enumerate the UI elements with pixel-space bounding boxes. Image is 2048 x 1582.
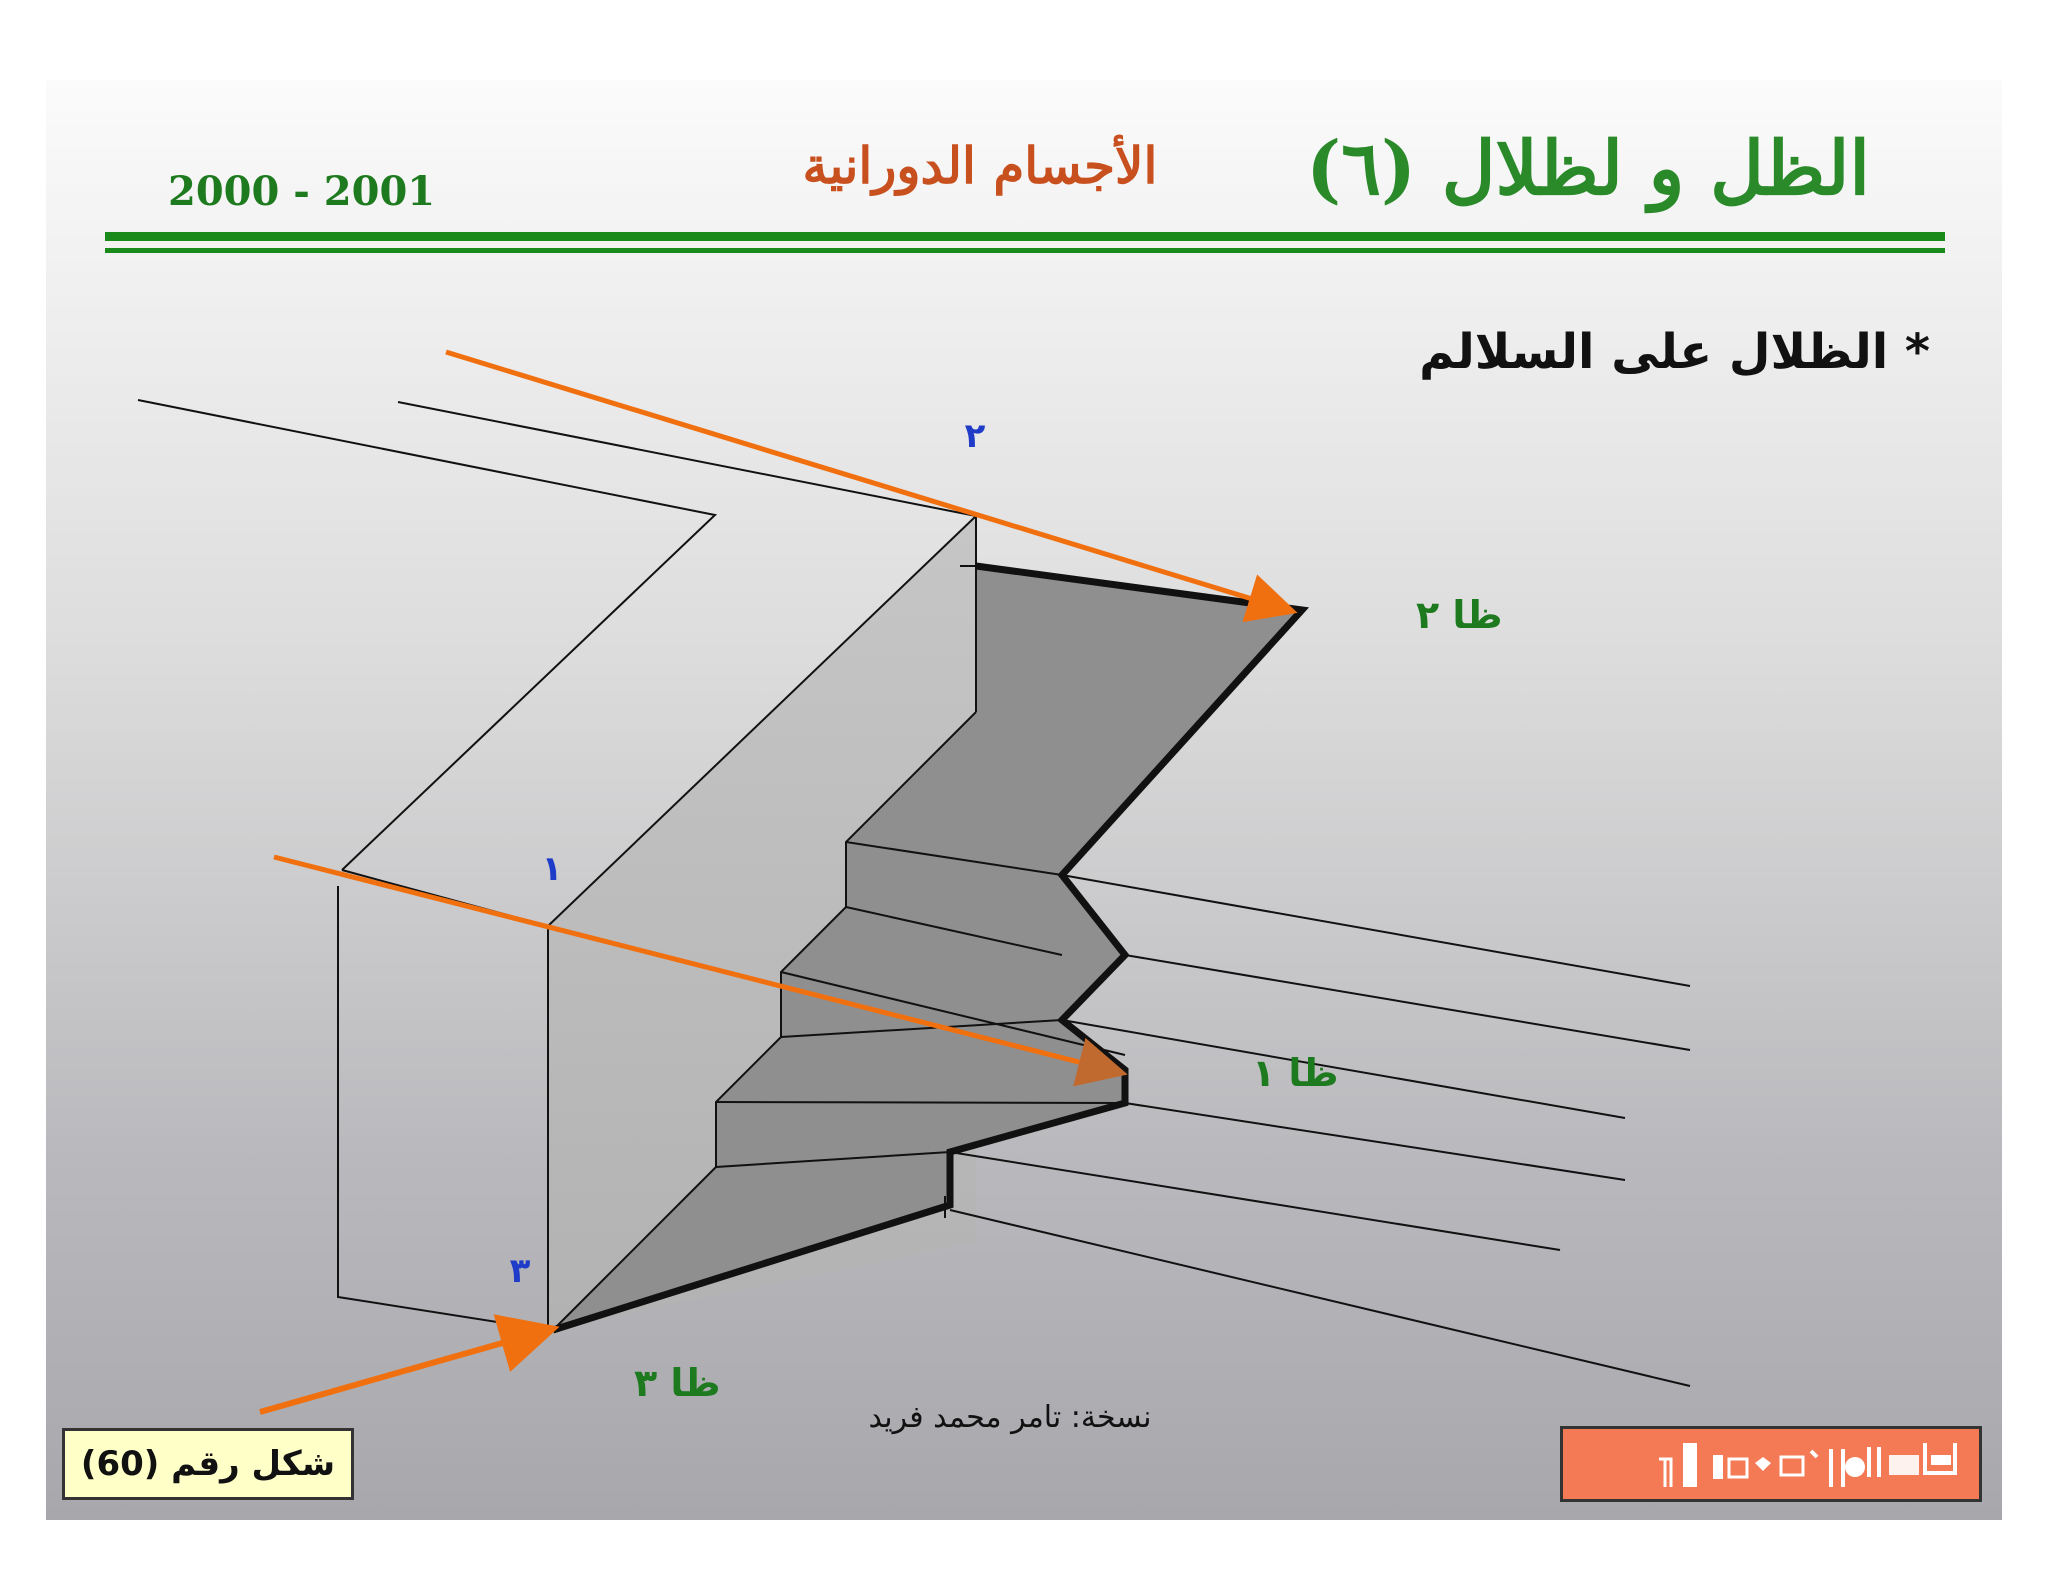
receding-step-lines bbox=[1062, 875, 1690, 1180]
point-label-2: ٢ bbox=[964, 416, 986, 456]
calligraphy-logo-icon bbox=[1563, 1429, 1979, 1499]
section-heading: * الظلال على السلالم bbox=[1419, 324, 1930, 380]
figure-number-box bbox=[62, 1428, 354, 1500]
shadow-label-1: ظا ١ bbox=[1252, 1051, 1339, 1095]
point-label-1: ١ bbox=[541, 849, 563, 889]
upper-edge-mid bbox=[398, 402, 976, 516]
point-label-3: ٣ bbox=[509, 1251, 531, 1291]
credit-text: نسخة: تامر محمد فريد bbox=[868, 1400, 1152, 1435]
lower-back-edge bbox=[950, 1210, 1690, 1386]
lower-back-edge-2 bbox=[950, 1152, 1560, 1250]
shadow-label-2: ظا ٢ bbox=[1416, 593, 1503, 637]
year-range: 2000 - 2001 bbox=[168, 168, 436, 215]
shadow-label-3: ظا ٣ bbox=[634, 1361, 721, 1405]
light-ray-2 bbox=[446, 352, 1288, 610]
page-title: الظل و لظلال (٦) bbox=[1306, 126, 1870, 212]
logo-box bbox=[1560, 1426, 1982, 1502]
figure-number-label: شكل رقم (60) bbox=[80, 1444, 336, 1484]
page-subtitle: الأجسام الدورانية bbox=[802, 136, 1158, 195]
light-ray-3 bbox=[260, 1330, 548, 1412]
upper-edge-far bbox=[138, 400, 715, 870]
